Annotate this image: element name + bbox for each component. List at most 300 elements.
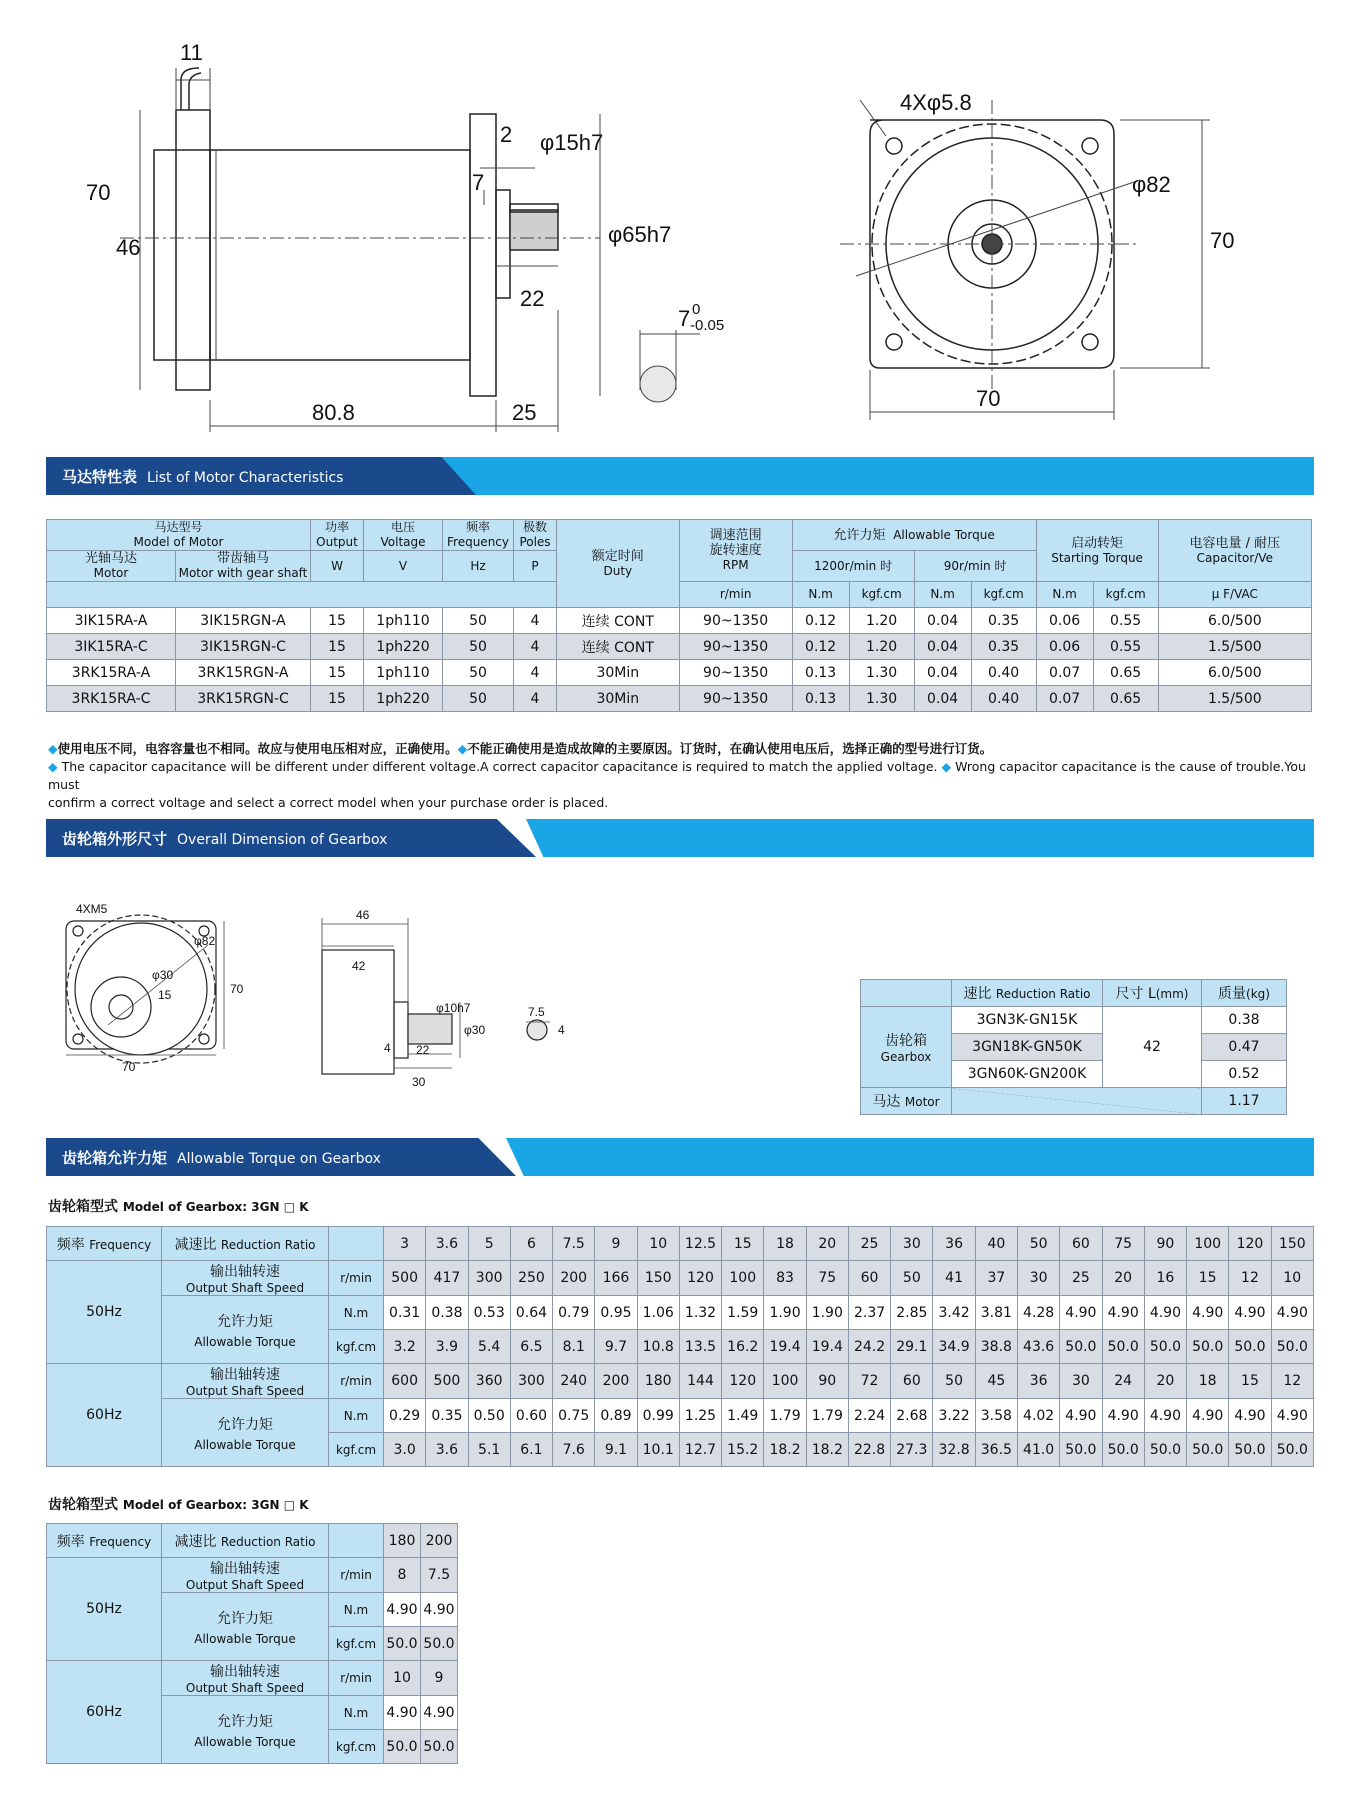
note-en-1: ◆ The capacitor capacitance will be different under different voltage.A correct capacitor capacitance is required to match the applied voltage. ◆ Wrong capacitor capacitance is the cause of trouble.You must	[48, 759, 1306, 792]
gb-h-ratio-en: Reduction Ratio	[995, 987, 1091, 1001]
torque-label	[162, 1296, 329, 1364]
torque-value: 4.90	[1187, 1399, 1229, 1433]
h-1200: 1200r/min 时	[792, 551, 914, 582]
torque-en: Allowable Torque	[194, 1631, 296, 1646]
spec-cell: 50	[443, 660, 514, 686]
ratio-value: 3	[384, 1227, 426, 1261]
spec-cell: 4	[514, 660, 557, 686]
unit-kgf-2: kgf.cm	[971, 582, 1036, 608]
g-dim-4: 4	[384, 1041, 391, 1055]
ratio-value: 120	[1229, 1227, 1271, 1261]
notes	[48, 740, 1318, 812]
spec-cell: 15	[311, 660, 364, 686]
gb-label-en: Gearbox	[880, 1050, 932, 1064]
ratio-cn: 减速比	[174, 1236, 217, 1253]
torque-value: 300	[510, 1364, 552, 1399]
h-rpm-cn2: 旋转速度	[709, 543, 762, 558]
h-duty-en: Duty	[603, 563, 633, 578]
dim-7b: 7	[678, 306, 691, 331]
torque-value: 15	[1187, 1261, 1229, 1296]
torque-value: 1.90	[806, 1296, 848, 1330]
torque-value: 500	[384, 1261, 426, 1296]
torque-value: 18.2	[806, 1433, 848, 1467]
torque-value: 36	[1017, 1364, 1059, 1399]
gb-h-size-cn: 尺寸 L	[1115, 986, 1156, 1002]
spec-cell: 3RK15RA-C	[47, 686, 176, 712]
torque-value: 200	[553, 1261, 595, 1296]
torque-value: 36.5	[975, 1433, 1017, 1467]
ratio-value: 3.6	[426, 1227, 468, 1261]
torque-value: 3.6	[426, 1433, 468, 1467]
torque-value: 4.90	[1271, 1399, 1313, 1433]
torque-value: 1.49	[722, 1399, 764, 1433]
spec-header-row-3	[47, 582, 1312, 608]
spec-cell: 1.20	[849, 608, 914, 634]
torque-value: 18.2	[764, 1433, 806, 1467]
torque-value: 4.90	[1144, 1399, 1186, 1433]
h-duty-cn: 额定时间	[591, 548, 644, 564]
g-dim-46: 46	[356, 910, 370, 922]
unit-speed: r/min	[329, 1364, 384, 1399]
torque-value: 4.90	[1102, 1296, 1144, 1330]
h-optical-cn: 光轴马达	[84, 551, 137, 566]
speed-en: Output Shaft Speed	[185, 1681, 305, 1695]
spec-cell: 0.04	[914, 660, 971, 686]
section-title: 马达特性表 List of Motor Characteristics	[62, 468, 344, 486]
torque-value: 30	[1060, 1364, 1102, 1399]
unit-nm-2: N.m	[914, 582, 971, 608]
g-dim-30: φ30	[152, 968, 174, 982]
torque-value: 50.0	[1229, 1330, 1271, 1364]
unit-nm-1: N.m	[792, 582, 849, 608]
torque-value: 4.90	[384, 1593, 421, 1627]
section-allowable-torque-banner	[46, 1138, 1314, 1176]
gb-ratio-1: 3GN3K-GN15K	[952, 1007, 1103, 1034]
torque-value: 50.0	[1187, 1433, 1229, 1467]
gb-mass-1: 0.38	[1202, 1007, 1287, 1034]
ratio-value: 100	[1187, 1227, 1229, 1261]
h-torque-cn: 允许力矩	[833, 527, 886, 543]
ratio-value: 150	[1271, 1227, 1313, 1261]
h-freq-en: Frequency	[447, 535, 509, 549]
spec-cell: 15	[311, 608, 364, 634]
spec-cell: 0.12	[792, 608, 849, 634]
torque-value: 150	[637, 1261, 679, 1296]
torque-value: 144	[679, 1364, 721, 1399]
torque-value: 41.0	[1017, 1433, 1059, 1467]
spec-cell: 0.65	[1093, 660, 1158, 686]
gearbox-table	[860, 979, 1287, 1115]
unit-p: P	[514, 551, 557, 582]
model-caption-1: 齿轮箱型式 Model of Gearbox: 3GN □ K	[48, 1199, 309, 1215]
spec-cell: 0.55	[1093, 634, 1158, 660]
spec-cell: 50	[443, 686, 514, 712]
spec-cell: 6.0/500	[1158, 608, 1311, 634]
spec-cell: 90~1350	[679, 634, 792, 660]
speed-label	[162, 1364, 329, 1399]
ratio-value: 18	[764, 1227, 806, 1261]
torque-value: 1.90	[764, 1296, 806, 1330]
torque-cn: 允许力矩	[217, 1416, 273, 1433]
g-dim-70-bottom: 70	[122, 1060, 136, 1074]
gb-motor-mass: 1.17	[1202, 1088, 1287, 1115]
spec-cell: 50	[443, 634, 514, 660]
torque-value: 16	[1144, 1261, 1186, 1296]
gb-header	[861, 980, 1287, 1007]
h-cap-en: Capacitor/Ve	[1196, 550, 1273, 565]
torque-value: 1.32	[679, 1296, 721, 1330]
torque-value: 0.64	[510, 1296, 552, 1330]
dim-70-bottom: 70	[976, 386, 1001, 411]
torque-row-hz60-speed	[47, 1364, 1314, 1399]
torque-value: 10	[1271, 1261, 1313, 1296]
torque-row-hz50-speed	[47, 1261, 1314, 1296]
spec-row	[47, 660, 1312, 686]
gearbox-side-drawing	[300, 910, 580, 1090]
ratio-value: 36	[933, 1227, 975, 1261]
unit-nm-3: N.m	[1036, 582, 1093, 608]
dim-holes: 4Xφ5.8	[900, 90, 972, 115]
torque-value: 180	[637, 1364, 679, 1399]
spec-cell: 4	[514, 634, 557, 660]
torque-value: 1.79	[764, 1399, 806, 1433]
dim-11: 11	[180, 40, 203, 65]
torque-value: 20	[1102, 1261, 1144, 1296]
torque-value: 30	[1017, 1261, 1059, 1296]
torque-value: 7.5	[421, 1558, 458, 1593]
unit-kgf: kgf.cm	[329, 1730, 384, 1764]
torque-value: 4.90	[1229, 1296, 1271, 1330]
torque-value: 166	[595, 1261, 637, 1296]
spec-cell: 90~1350	[679, 660, 792, 686]
torque-value: 4.28	[1017, 1296, 1059, 1330]
torque-value: 3.22	[933, 1399, 975, 1433]
spec-cell: 1.5/500	[1158, 634, 1311, 660]
spec-cell: 0.04	[914, 608, 971, 634]
unit-hz: Hz	[443, 551, 514, 582]
unit-speed: r/min	[329, 1558, 384, 1593]
torque-header-row	[47, 1227, 1314, 1261]
torque-value: 41	[933, 1261, 975, 1296]
speed-en: Output Shaft Speed	[185, 1578, 305, 1592]
dim-2: 2	[500, 122, 513, 147]
torque-value: 4.90	[384, 1696, 421, 1730]
torque-row-hz50-speed	[47, 1558, 458, 1593]
gb-mass-3: 0.52	[1202, 1061, 1287, 1088]
torque-value: 50.0	[1060, 1330, 1102, 1364]
torque-value: 8.1	[553, 1330, 595, 1364]
torque-value: 6.1	[510, 1433, 552, 1467]
ratio-value: 12.5	[679, 1227, 721, 1261]
unit-header	[329, 1227, 384, 1261]
speed-label	[162, 1261, 329, 1296]
motor-side-drawing	[80, 30, 780, 450]
section-title: 齿轮箱外形尺寸 Overall Dimension of Gearbox	[62, 830, 388, 848]
h-torque-en: Allowable Torque	[893, 527, 995, 542]
torque-value: 120	[722, 1364, 764, 1399]
spec-cell: 0.07	[1036, 686, 1093, 712]
freq-hz50: 50Hz	[47, 1261, 162, 1364]
torque-value: 0.89	[595, 1399, 637, 1433]
ratio-value: 9	[595, 1227, 637, 1261]
torque-en: Allowable Torque	[194, 1734, 296, 1749]
speed-en: Output Shaft Speed	[185, 1281, 305, 1295]
g-dim-70-right: 70	[230, 982, 244, 996]
torque-cn: 允许力矩	[217, 1313, 273, 1330]
unit-nm: N.m	[329, 1296, 384, 1330]
h-gear-cn: 带齿轴马	[216, 551, 269, 566]
gb-motor-en: Motor	[904, 1095, 940, 1109]
torque-en: Allowable Torque	[194, 1334, 296, 1349]
spec-cell: 0.35	[971, 634, 1036, 660]
torque-value: 6.5	[510, 1330, 552, 1364]
torque-value: 50.0	[1229, 1433, 1271, 1467]
gb-row-motor	[861, 1088, 1287, 1115]
torque-value: 24	[1102, 1364, 1144, 1399]
spec-cell: 4	[514, 686, 557, 712]
torque-value: 0.53	[468, 1296, 510, 1330]
torque-label	[162, 1696, 329, 1764]
dim-80-8: 80.8	[312, 400, 355, 425]
unit-speed: r/min	[329, 1261, 384, 1296]
torque-row-hz60-nm	[47, 1399, 1314, 1433]
torque-value: 3.9	[426, 1330, 468, 1364]
torque-value: 60	[848, 1261, 890, 1296]
freq-en: Frequency	[89, 1534, 152, 1549]
dim-46: 46	[116, 235, 141, 260]
unit-kgf: kgf.cm	[329, 1433, 384, 1467]
h-cap-cn: 电容电量 / 耐压	[1189, 535, 1281, 551]
spec-cell: 30Min	[557, 686, 680, 712]
torque-value: 2.85	[891, 1296, 933, 1330]
spec-cell: 90~1350	[679, 608, 792, 634]
spec-cell: 0.13	[792, 686, 849, 712]
h-start-en: Starting Torque	[1051, 550, 1143, 565]
unit-rmin: r/min	[679, 582, 792, 608]
spec-cell: 15	[311, 634, 364, 660]
torque-value: 1.79	[806, 1399, 848, 1433]
unit-header	[329, 1524, 384, 1558]
torque-value: 32.8	[933, 1433, 975, 1467]
torque-table-1	[46, 1226, 1314, 1467]
freq-header	[47, 1524, 162, 1558]
torque-value: 0.60	[510, 1399, 552, 1433]
h-90: 90r/min 时	[914, 551, 1036, 582]
g-dim-15: 15	[158, 988, 172, 1002]
torque-value: 20	[1144, 1364, 1186, 1399]
torque-value: 120	[679, 1261, 721, 1296]
freq-cn: 频率	[56, 1236, 85, 1253]
torque-value: 0.79	[553, 1296, 595, 1330]
torque-value: 100	[764, 1364, 806, 1399]
torque-value: 15.2	[722, 1433, 764, 1467]
torque-value: 360	[468, 1364, 510, 1399]
dim-82: φ82	[1132, 172, 1171, 197]
g-dim-22: 22	[416, 1043, 430, 1057]
torque-value: 0.50	[468, 1399, 510, 1433]
torque-value: 3.81	[975, 1296, 1017, 1330]
torque-value: 0.75	[553, 1399, 595, 1433]
torque-value: 0.38	[426, 1296, 468, 1330]
torque-value: 13.5	[679, 1330, 721, 1364]
dim-70: 70	[86, 180, 111, 205]
spec-cell: 50	[443, 608, 514, 634]
torque-value: 300	[468, 1261, 510, 1296]
dim-15h7: φ15h7	[540, 130, 604, 155]
ratio-value: 30	[891, 1227, 933, 1261]
torque-value: 3.2	[384, 1330, 426, 1364]
h-voltage-en: Voltage	[380, 535, 426, 549]
torque-value: 22.8	[848, 1433, 890, 1467]
spec-cell: 0.13	[792, 660, 849, 686]
torque-value: 50.0	[1144, 1330, 1186, 1364]
ratio-header	[162, 1227, 329, 1261]
torque-value: 50	[891, 1261, 933, 1296]
g-dim-82: φ82	[194, 934, 216, 948]
gb-mass-2: 0.47	[1202, 1034, 1287, 1061]
spec-cell: 0.40	[971, 686, 1036, 712]
ratio-value: 15	[722, 1227, 764, 1261]
speed-cn: 输出轴转速	[210, 1367, 280, 1383]
torque-value: 4.90	[1229, 1399, 1271, 1433]
freq-hz50: 50Hz	[47, 1558, 162, 1661]
spec-cell: 3IK15RGN-A	[176, 608, 311, 634]
torque-value: 12	[1229, 1261, 1271, 1296]
torque-value: 90	[806, 1364, 848, 1399]
torque-value: 50.0	[1060, 1433, 1102, 1467]
ratio-value: 50	[1017, 1227, 1059, 1261]
speed-en: Output Shaft Speed	[185, 1384, 305, 1398]
unit-speed: r/min	[329, 1661, 384, 1696]
torque-value: 0.35	[426, 1399, 468, 1433]
h-poles-cn: 极数	[522, 520, 547, 534]
torque-label	[162, 1399, 329, 1467]
ratio-value: 10	[637, 1227, 679, 1261]
spec-cell: 6.0/500	[1158, 660, 1311, 686]
torque-value: 200	[595, 1364, 637, 1399]
dim-7: 7	[472, 170, 485, 195]
gearbox-front-drawing	[48, 895, 268, 1085]
torque-value: 18	[1187, 1364, 1229, 1399]
torque-value: 240	[553, 1364, 595, 1399]
torque-value: 29.1	[891, 1330, 933, 1364]
torque-value: 83	[764, 1261, 806, 1296]
ratio-en: Reduction Ratio	[220, 1534, 316, 1549]
torque-header-row	[47, 1524, 458, 1558]
torque-value: 50.0	[1187, 1330, 1229, 1364]
spec-cell: 1ph220	[364, 634, 443, 660]
torque-value: 4.90	[421, 1696, 458, 1730]
torque-value: 4.90	[1187, 1296, 1229, 1330]
torque-value: 0.29	[384, 1399, 426, 1433]
torque-value: 45	[975, 1364, 1017, 1399]
spec-cell: 3RK15RGN-C	[176, 686, 311, 712]
torque-value: 19.4	[806, 1330, 848, 1364]
torque-value: 2.37	[848, 1296, 890, 1330]
torque-value: 24.2	[848, 1330, 890, 1364]
torque-value: 10.1	[637, 1433, 679, 1467]
spec-cell: 1ph110	[364, 660, 443, 686]
torque-value: 37	[975, 1261, 1017, 1296]
g-dim-30c: 30	[412, 1075, 426, 1089]
freq-hz60: 60Hz	[47, 1364, 162, 1467]
torque-value: 8	[384, 1558, 421, 1593]
unit-v: V	[364, 551, 443, 582]
torque-value: 50.0	[421, 1627, 458, 1661]
g-dim-30b: φ30	[464, 1023, 486, 1037]
gb-row-1	[861, 1007, 1287, 1034]
unit-nm: N.m	[329, 1399, 384, 1433]
gb-motor-cn: 马达	[872, 1094, 901, 1110]
dim-22: 22	[520, 286, 545, 311]
h-model-en: Model of Motor	[133, 535, 224, 549]
torque-value: 50.0	[1271, 1330, 1313, 1364]
torque-value: 12	[1271, 1364, 1313, 1399]
unit-cap: μ F/VAC	[1158, 582, 1311, 608]
torque-value: 50.0	[1144, 1433, 1186, 1467]
spec-cell: 0.55	[1093, 608, 1158, 634]
torque-value: 12.7	[679, 1433, 721, 1467]
h-model-cn: 马达型号	[154, 520, 203, 534]
spec-cell: 1.30	[849, 686, 914, 712]
freq-header	[47, 1227, 162, 1261]
ratio-cn: 减速比	[174, 1533, 217, 1550]
ratio-value: 180	[384, 1524, 421, 1558]
ratio-value: 5	[468, 1227, 510, 1261]
torque-value: 0.95	[595, 1296, 637, 1330]
spec-cell: 3IK15RA-C	[47, 634, 176, 660]
unit-w: W	[311, 551, 364, 582]
unit-nm: N.m	[329, 1696, 384, 1730]
torque-value: 2.68	[891, 1399, 933, 1433]
torque-value: 5.1	[468, 1433, 510, 1467]
torque-value: 10	[384, 1661, 421, 1696]
torque-value: 4.90	[1144, 1296, 1186, 1330]
freq-hz60: 60Hz	[47, 1661, 162, 1764]
torque-value: 50.0	[1102, 1330, 1144, 1364]
torque-value: 50.0	[384, 1627, 421, 1661]
spec-cell: 连续 CONT	[557, 608, 680, 634]
unit-kgf: kgf.cm	[329, 1330, 384, 1364]
unit-nm: N.m	[329, 1593, 384, 1627]
speed-label	[162, 1558, 329, 1593]
speed-label	[162, 1661, 329, 1696]
ratio-value: 90	[1144, 1227, 1186, 1261]
h-start-cn: 启动转矩	[1071, 535, 1124, 551]
spec-cell: 1ph110	[364, 608, 443, 634]
torque-value: 27.3	[891, 1433, 933, 1467]
torque-value: 50.0	[421, 1730, 458, 1764]
ratio-value: 60	[1060, 1227, 1102, 1261]
torque-value: 4.90	[1060, 1296, 1102, 1330]
torque-value: 1.59	[722, 1296, 764, 1330]
torque-value: 9	[421, 1661, 458, 1696]
section-motor-characteristics-banner	[46, 457, 1314, 495]
dim-65h7: φ65h7	[608, 222, 672, 247]
spec-cell: 0.65	[1093, 686, 1158, 712]
torque-value: 72	[848, 1364, 890, 1399]
spec-row	[47, 686, 1312, 712]
torque-row-hz50-nm	[47, 1296, 1314, 1330]
gb-h-mass-en: (kg)	[1246, 987, 1270, 1001]
note-en-2: confirm a correct voltage and select a correct model when your purchase order is placed.	[48, 795, 609, 810]
ratio-value: 20	[806, 1227, 848, 1261]
torque-value: 1.25	[679, 1399, 721, 1433]
spec-cell: 1ph220	[364, 686, 443, 712]
g-dim-7-5: 7.5	[528, 1005, 545, 1019]
torque-cn: 允许力矩	[217, 1610, 273, 1627]
torque-value: 0.99	[637, 1399, 679, 1433]
